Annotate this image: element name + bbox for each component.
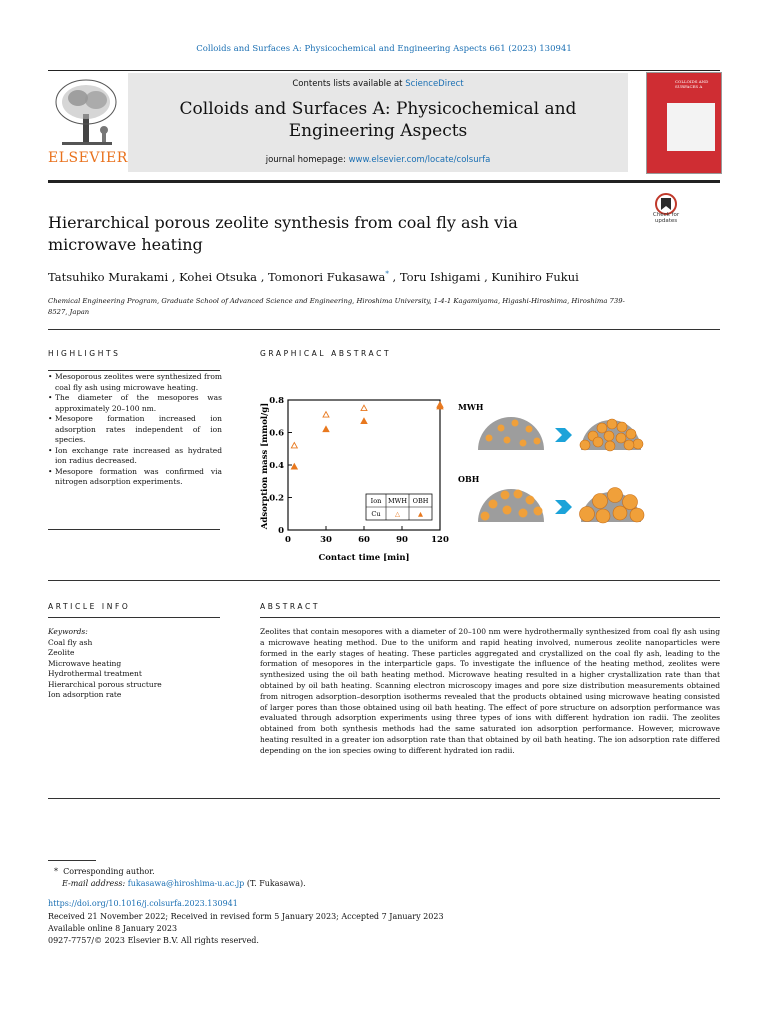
keywords-label: Keywords:: [48, 627, 88, 636]
data-point-mwh: [361, 405, 367, 410]
homepage-link[interactable]: www.elsevier.com/locate/colsurfa: [348, 155, 491, 165]
x-tick-label: 120: [431, 535, 449, 545]
label-mwh: MWH: [458, 402, 484, 412]
highlight-item: • Mesopore formation increased ion adsorption rates independent of ion species.: [48, 414, 222, 446]
corresponding-author-note: [54, 866, 155, 878]
arrow-icon: [555, 428, 572, 442]
author-name[interactable]: Toru Ishigami: [399, 270, 481, 284]
journal-title-line-2: Engineering Aspects: [288, 121, 468, 141]
keyword-item: Ion adsorption rate: [48, 690, 122, 699]
y-axis-label: Adsorption mass [mmol/g]: [260, 402, 270, 530]
available-online: Available online 8 January 2023: [48, 924, 178, 933]
highlights-heading: HIGHLIGHTS: [48, 349, 121, 358]
graphical-abstract-heading: GRAPHICAL ABSTRACT: [260, 349, 392, 358]
abstract-top-rule: [260, 617, 720, 618]
title-section-rule: [48, 329, 720, 330]
article-info-heading: ARTICLE INFO: [48, 602, 131, 611]
x-tick-label: 90: [396, 535, 408, 545]
keyword-item: Hydrothermal treatment: [48, 669, 142, 678]
keywords-block: [48, 627, 218, 701]
y-tick-label: 0: [278, 526, 284, 536]
chart-legend-table: [366, 494, 432, 520]
article-title-line-1: Hierarchical porous zeolite synthesis from coal fly ash via: [48, 213, 518, 232]
author-name[interactable]: Kohei Otsuka: [179, 270, 258, 284]
author-name[interactable]: Tomonori Fukasawa: [268, 270, 386, 284]
corresponding-author-mark[interactable]: *: [385, 270, 389, 279]
highlight-item: • Mesoporous zeolites were synthesized from coal fly ash using microwave heating.: [48, 372, 222, 393]
author-name[interactable]: Tatsuhiko Murakami: [48, 270, 169, 284]
y-tick-label: 0.8: [269, 396, 284, 406]
header-top-rule: [48, 70, 720, 71]
journal-citation-link[interactable]: Colloids and Surfaces A: Physicochemical and Engineering Aspects 661 (2023) 130941: [196, 44, 572, 54]
obh-before-particle: [478, 489, 544, 522]
data-point-obh: [323, 426, 329, 431]
keyword-item: Microwave heating: [48, 658, 122, 668]
abstract-text: Zeolites that contain mesopores with a diameter of 20–100 nm were hydrothermally synthesized from coal fly ash using a microwave heating method. Due to the uniform and rapid heating involved, numerous zeolite nanoparticles were formed in the early stages of heating. These particles aggregated and crystallized on the coal fly ash, leading to the formation of mesopores in the interparticle gaps. To investigate the influence of the heating method, zeolites were synthesized using the oil bath heating method. Microwave heating resulted in a higher crystallization rate than that obtained by oil bath heating. Scanning electron microscopy images and pore size distribution measurements obtained from nitrogen adsorption–desorption isotherms revealed that the products obtained using microwave heating consisted of larger pores than those obtained using oil bath heating. The effect of pore structure on adsorption performance was evaluated through adsorption experiments using three types of ions with different hydration ion radii. The zeolites obtained from both synthesis methods had the same saturated ion adsorption performance. However, microwave heating resulted in a greater ion adsorption rate than that obtained by oil bath heating. The ion adsorption rate differed depending on the ion species owing to different hydrated ion radii.: [260, 627, 720, 755]
legend-mwh-marker: △: [395, 510, 400, 518]
y-tick-label: 0.2: [269, 493, 284, 504]
email-suffix: (T. Fukasawa).: [244, 879, 306, 888]
contents-prefix: Contents lists available at: [292, 79, 406, 89]
highlights-list: [48, 372, 222, 488]
email-label: E-mail address:: [62, 879, 128, 888]
article-title-line-2: microwave heating: [48, 235, 203, 254]
abstract-heading: ABSTRACT: [260, 602, 321, 611]
data-point-obh: [361, 418, 367, 423]
x-axis-label: Contact time [min]: [318, 553, 410, 563]
y-tick-label: 0.6: [269, 428, 284, 439]
mwh-before-particle: [478, 417, 544, 450]
label-obh: OBH: [458, 474, 480, 484]
affiliation-line-1: Chemical Engineering Program, Graduate School of Advanced Science and Engineering, Hiroshima University, 1-4-1 Kagamiyama, Higashi-Hiroshima, Hiroshima 739-: [48, 297, 625, 305]
corresponding-label: Corresponding author.: [63, 867, 155, 876]
data-point-mwh: [323, 412, 329, 417]
copyright: 0927-7757/© 2023 Elsevier B.V. All rights reserved.: [48, 936, 259, 945]
footnote-rule: [48, 860, 96, 861]
journal-title-line-1: Colloids and Surfaces A: Physicochemical and: [179, 99, 577, 119]
email-line: [62, 878, 306, 890]
author-name[interactable]: Kunihiro Fukui: [491, 270, 579, 284]
highlight-item: • Mesopore formation was confirmed via nitrogen adsorption experiments.: [48, 467, 222, 488]
check-for-updates-label: Check for updates: [652, 212, 680, 224]
highlight-item: • The diameter of the mesopores was approximately 20–100 nm.: [48, 393, 222, 414]
x-tick-label: 30: [320, 535, 332, 545]
cover-graphic: [667, 103, 715, 151]
mwh-after-particle: [580, 419, 643, 451]
data-point-mwh: [291, 443, 297, 448]
arrow-icon: [555, 500, 572, 514]
footnote-mark: *: [54, 867, 58, 876]
article-title: [48, 212, 608, 256]
legend-obh-marker: ▲: [418, 510, 423, 518]
sciencedirect-link[interactable]: ScienceDirect: [405, 79, 464, 89]
graphical-abstract-bottom-rule: [48, 580, 720, 581]
adsorption-chart: [256, 386, 456, 576]
x-tick-label: 0: [285, 535, 291, 545]
legend-header-mwh: MWH: [387, 497, 408, 505]
email-link[interactable]: fukasawa@hiroshima-u.ac.jp: [127, 879, 245, 888]
highlight-item: • Ion exchange rate increased as hydrated ion radius decreased.: [48, 446, 222, 467]
homepage-prefix: journal homepage:: [265, 155, 349, 165]
keyword-item: Coal fly ash: [48, 637, 93, 647]
synthesis-schematic: [455, 398, 655, 538]
article-info-rule: [48, 617, 220, 618]
keyword-item: Zeolite: [48, 648, 75, 657]
legend-row-ion: Cu: [371, 510, 381, 518]
keyword-item: Hierarchical porous structure: [48, 679, 162, 689]
received-dates: Received 21 November 2022; Received in revised form 5 January 2023; Accepted 7 January 2023: [48, 912, 444, 921]
header-bottom-rule: [48, 180, 720, 183]
elsevier-wordmark: ELSEVIER: [48, 150, 128, 166]
x-tick-label: 60: [358, 535, 370, 545]
y-tick-label: 0.4: [269, 461, 284, 471]
obh-after-particle: [580, 488, 645, 524]
legend-header-obh: OBH: [412, 497, 429, 505]
contents-line: [128, 79, 628, 89]
author-list: Tatsuhiko Murakami , Kohei Otsuka , Tomonori Fukasawa* , Toru Ishigami , Kunihiro Fukui: [48, 270, 579, 284]
affiliation-line-2: 8527, Japan: [48, 308, 90, 316]
doi-link[interactable]: https://doi.org/10.1016/j.colsurfa.2023.130941: [48, 899, 238, 908]
journal-title: [128, 98, 628, 142]
legend-header-ion: Ion: [370, 497, 382, 505]
data-point-obh: [291, 464, 297, 469]
cover-title: COLLOIDS AND SURFACES A: [675, 79, 709, 89]
abstract-bottom-rule: [48, 798, 720, 799]
journal-homepage: [128, 155, 628, 165]
journal-cover-image[interactable]: [646, 72, 722, 174]
affiliation: [48, 296, 648, 318]
